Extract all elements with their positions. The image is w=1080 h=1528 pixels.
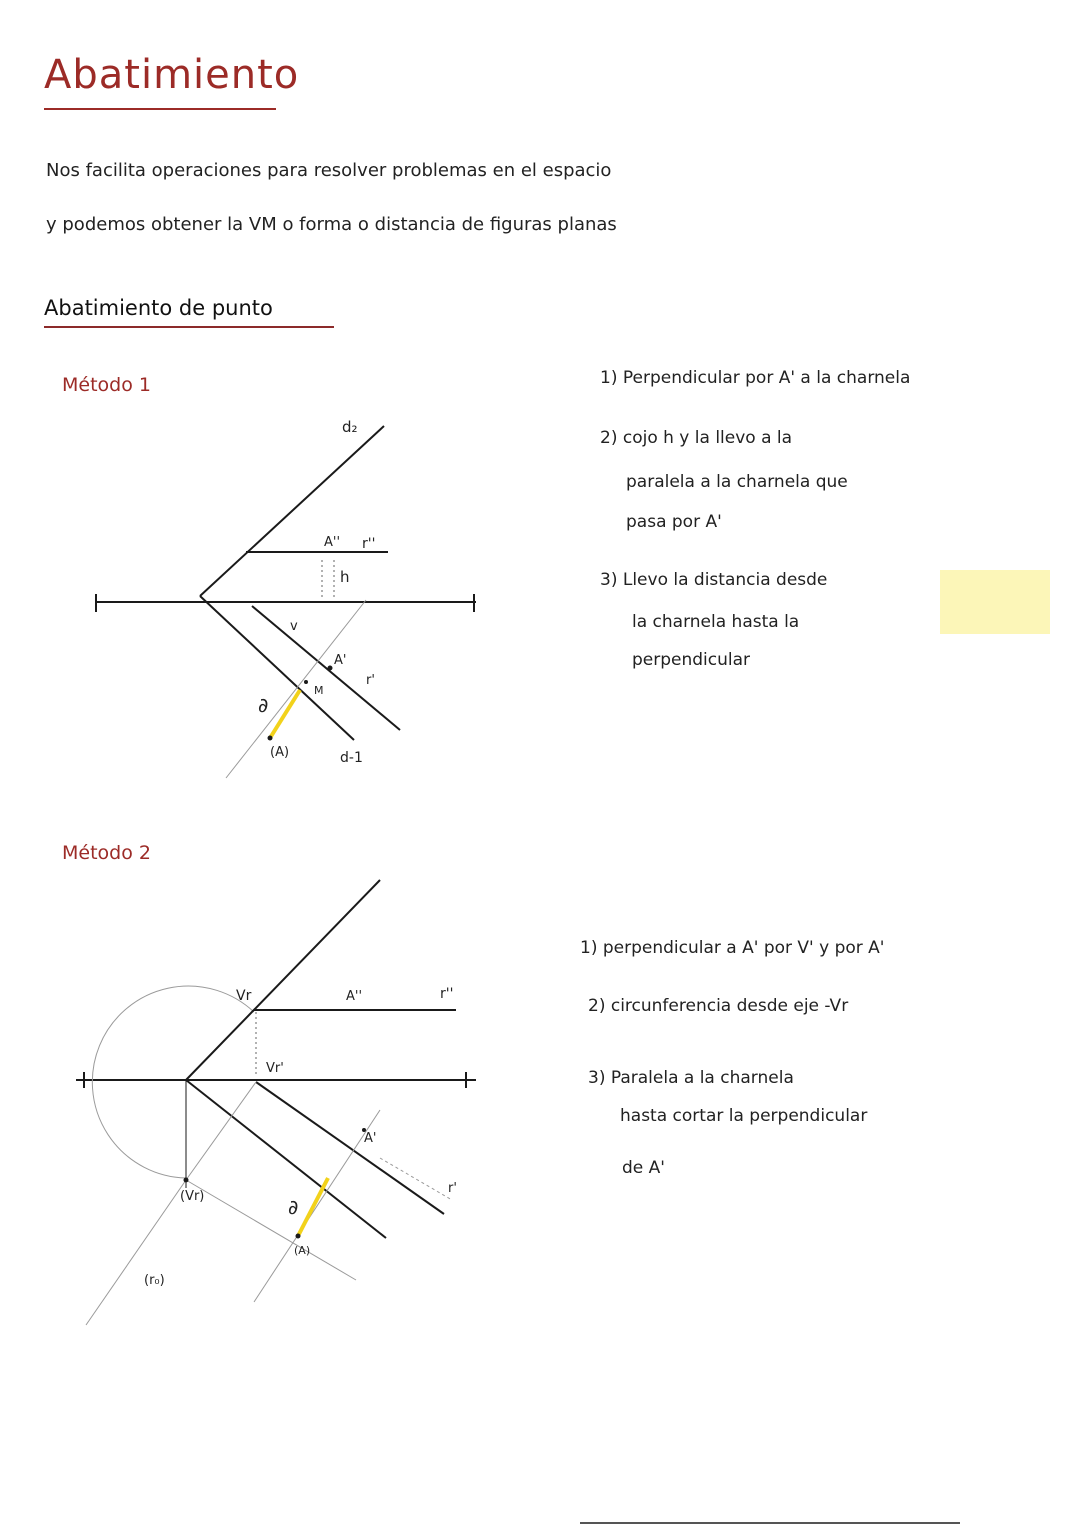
vertical-trace — [186, 880, 380, 1080]
label-r2: r'' — [362, 536, 376, 552]
method-2-step: de A' — [622, 1158, 665, 1178]
method-2-step: 3) Paralela a la charnela — [588, 1068, 794, 1088]
label-vr: Vr — [236, 988, 252, 1004]
method-1-step: perpendicular — [632, 650, 751, 670]
point-m — [304, 680, 308, 684]
method-2-step: hasta cortar la perpendicular — [620, 1106, 868, 1126]
label-d2: d₂ — [342, 418, 358, 436]
label-a2: A'' — [324, 535, 341, 550]
section-title: Abatimiento de punto — [44, 296, 273, 320]
label-r1: r' — [366, 673, 375, 688]
method-1-step: la charnela hasta la — [632, 612, 800, 632]
method-1-step: 3) Llevo la distancia desde — [600, 570, 828, 590]
page-title: Abatimiento — [44, 52, 300, 98]
vertical-trace-d2 — [200, 426, 384, 596]
point-vr-abatido — [184, 1178, 189, 1183]
line-r-horizontal-projection — [252, 606, 400, 730]
method-2-step: 1) perpendicular a A' por V' y por A' — [580, 938, 885, 958]
diagram-method-1 — [96, 418, 476, 778]
intro-line-2: y podemos obtener la VM o forma o distancia de figuras planas — [46, 214, 617, 235]
method-2-step: 2) circunferencia desde eje -Vr — [588, 996, 849, 1016]
label-a-abatido: (A) — [294, 1244, 311, 1257]
point-a1 — [328, 666, 333, 671]
label-a-abatido: (A) — [270, 745, 290, 760]
intro-line-1: Nos facilita operaciones para resolver problemas en el espacio — [46, 160, 612, 181]
label-delta: ∂ — [288, 1195, 299, 1219]
abatement-segment — [270, 690, 300, 738]
label-v: v — [290, 619, 298, 634]
label-a1: A' — [334, 653, 347, 668]
label-r2: r'' — [440, 986, 454, 1002]
label-a2: A'' — [346, 989, 363, 1004]
perpendicular-through-a1 — [254, 1110, 380, 1302]
method-1-heading: Método 1 — [62, 374, 151, 396]
perpendicular-through-vr1 — [186, 1082, 256, 1180]
method-1-step: 1) Perpendicular por A' a la charnela — [600, 368, 911, 388]
label-h: h — [340, 568, 350, 586]
label-vr1: Vr' — [266, 1061, 284, 1076]
label-delta: ∂ — [258, 693, 269, 717]
method-1-step: 2) cojo h y la llevo a la — [600, 428, 793, 448]
abatement-segment — [298, 1178, 328, 1236]
abated-trace-r0 — [86, 1180, 186, 1325]
method-1-step: paralela a la charnela que — [626, 472, 848, 492]
label-r0: (r₀) — [144, 1273, 165, 1288]
label-d1: d-1 — [340, 750, 363, 766]
abatement-arc — [92, 986, 254, 1178]
page-edge-line — [580, 1522, 960, 1524]
label-m: M — [314, 684, 324, 697]
label-vr-abatido: (Vr) — [180, 1189, 205, 1204]
label-r1: r' — [448, 1181, 457, 1196]
method-2-heading: Método 2 — [62, 842, 151, 864]
diagram-method-2 — [76, 880, 476, 1325]
point-a-abatido — [296, 1234, 301, 1239]
line-r-horizontal-projection — [256, 1082, 444, 1214]
label-a1: A' — [364, 1131, 377, 1146]
method-1-step: pasa por A' — [626, 512, 722, 532]
point-a-abatido — [268, 736, 273, 741]
